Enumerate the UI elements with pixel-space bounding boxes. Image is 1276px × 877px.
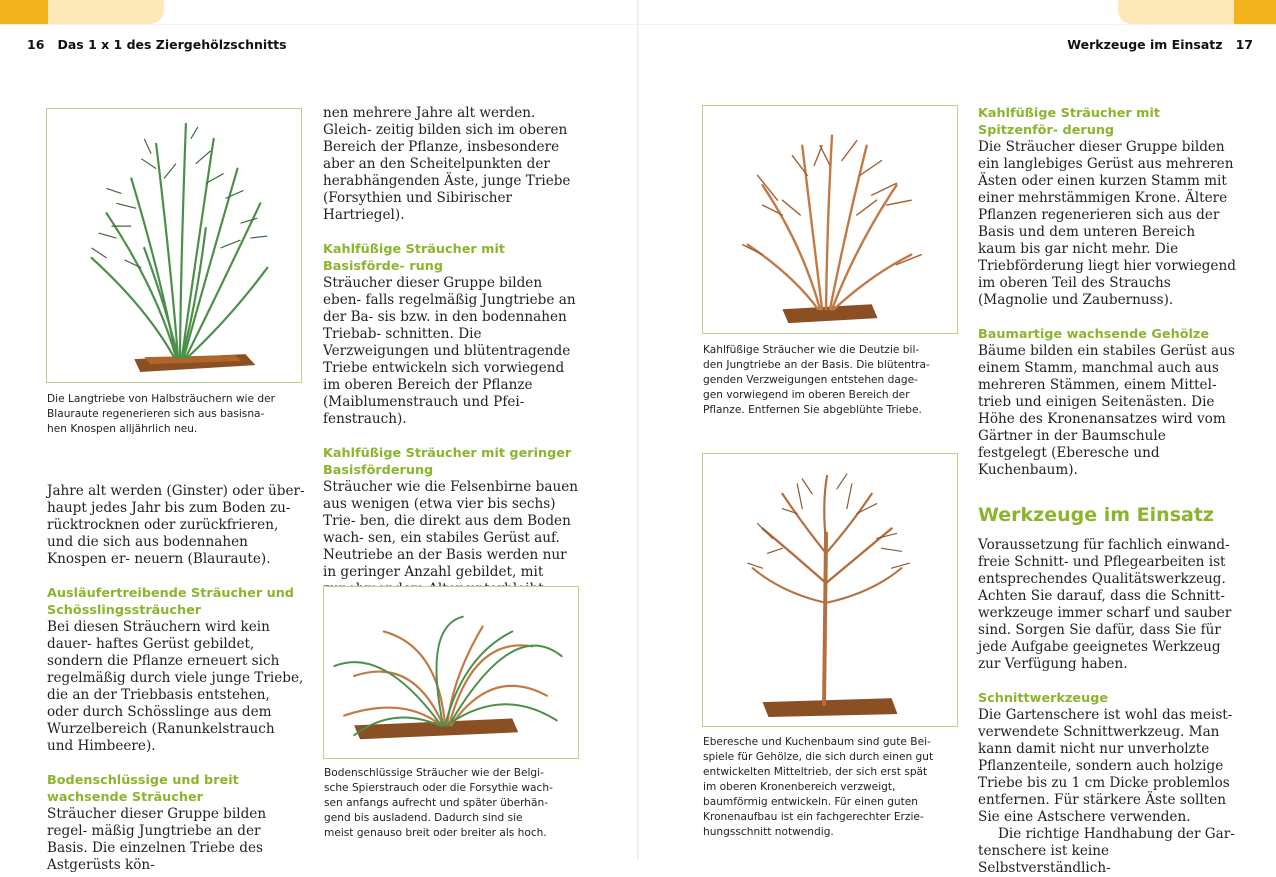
right-page-number: 17: [1235, 37, 1253, 52]
page-tab-right: [1234, 0, 1276, 24]
subheading-bodenschluessig: Bodenschlüssige und breit wachsende Sträucher: [47, 773, 239, 805]
paragraph: Bei diesen Sträuchern wird kein dauer- haftes Gerüst gebildet, sondern die Pflanze erneuert sich regelmäßig durch viele junge Triebe, die an der Triebbasis entstehen, oder durch Schösslinge aus dem Wurzelbereich (Ranunkelstrauch und Himbeere).: [47, 619, 304, 754]
paragraph: Voraussetzung für fachlich einwand- freie Schnitt- und Pflegearbeiten ist entsprechendes Qualitätswerkzeug. Achten Sie darauf, dass die Schnitt- werkzeuge immer scharf und sauber sind. Sorgen Sie dafür, dass Sie für jede Aufgabe geeignetes Werkzeug zur Verfügung haben.: [978, 537, 1232, 672]
subheading-baumartig: Baumartige wachsende Gehölze: [978, 327, 1210, 342]
bodenschluessig-illustration: [324, 587, 578, 758]
left-page-number: 16: [27, 37, 45, 52]
paragraph: Die richtige Handhabung der Gar- tenschere ist keine Selbstverständlich-: [978, 826, 1235, 876]
figure-bodenschluessig: [323, 586, 579, 759]
paragraph: Sträucher wie die Felsenbirne bauen aus wenigen (etwa vier bis sechs) Trie- ben, die direkt aus dem Boden wach- sen, ein stabiles Gerüst auf. Neutriebe an der Basis werden nur in geringer Anzahl gebildet, mit: [323, 479, 579, 580]
subheading-basisfoerderung: Kahlfüßige Sträucher mit Basisförde- rung: [323, 242, 505, 274]
book-gutter: [637, 0, 639, 860]
text-column-4: [978, 105, 1236, 877]
left-header-title: Das 1 x 1 des Ziergehölzschnitts: [57, 37, 287, 52]
subheading-schnittwerkzeuge: Schnittwerkzeuge: [978, 691, 1109, 706]
subheading-auslaeufer: Ausläufertreibende Sträucher und Schösslingssträucher: [47, 586, 294, 618]
paragraph: Bäume bilden ein stabiles Gerüst aus einem Stamm, manchmal auch aus mehreren Stämmen, einem Mittel- trieb und einigen Seitenästen. Die Höhe des Kronenansatzes wird vom Gärtner in der Baumschule festgelegt (Eberesche und Kuchenbaum).: [978, 343, 1235, 478]
figure-deutzie: [702, 105, 958, 334]
halbstrauch-illustration: [47, 109, 301, 382]
paragraph: nen mehrere Jahre alt werden. Gleich- zeitig bilden sich im oberen Bereich der Pflanze, insbesondere aber an den Scheitelpunkten der herabhängenden Äste, junge Triebe (Forsythien und Sibirischer Hartriegel).: [323, 105, 571, 223]
paragraph: Jahre alt werden (Ginster) oder über- haupt jedes Jahr bis zum Boden zu- rücktrocknen oder zurückfrieren, und die sich aus bodennahen Knospen er- neuern (Blauraute).: [47, 483, 305, 567]
text-column-1: [47, 483, 305, 874]
figure-halbstrauch: [46, 108, 302, 383]
paragraph-group: [978, 707, 1236, 877]
section-heading-werkzeuge: Werkzeuge im Einsatz: [978, 504, 1214, 526]
paragraph: Die Sträucher dieser Gruppe bilden ein langlebiges Gerüst aus mehreren Ästen oder einen kurzen Stamm mit einer mehrstämmigen Krone. Ältere Pflanzen regenerieren sich aus der Basis und dem unteren Bereich kaum bis gar nicht mehr. Die Triebförderung liegt hier vorwiegend im oberen Teil des Strauchs (Magnolie und Zaubernuss).: [978, 139, 1236, 308]
deutzie-illustration: [703, 106, 957, 333]
page-tab-left-light: [48, 0, 164, 24]
figure-bodenschluessig-caption: Bodenschlüssige Sträucher wie der Belgi- sche Spierstrauch oder die Forsythie wach- sen anfangs aufrecht und später überhän- gend bis ausladend. Dadurch sind sie meist genauso breit oder breiter als hoch.: [324, 767, 553, 839]
baum-illustration: [703, 454, 957, 726]
left-running-header: [27, 37, 287, 52]
page-tab-right-light: [1118, 0, 1234, 24]
subheading-geringe-basisfoerderung: Kahlfüßige Sträucher mit geringer Basisförderung: [323, 446, 572, 478]
figure-halbstrauch-caption: Die Langtriebe von Halbsträuchern wie der Blauraute regenerieren sich aus basisna- hen Knospen alljährlich neu.: [47, 393, 275, 435]
text-column-2: [323, 105, 579, 615]
figure-baum: [702, 453, 958, 727]
subheading-spitzenfoerderung: Kahlfüßige Sträucher mit Spitzenför- derung: [978, 106, 1160, 138]
paragraph: Die Gartenschere ist wohl das meist- verwendete Schnittwerkzeug. Man kann damit nicht nur unverholzte Pflanzenteile, sondern auch holzige Triebe bis zu 1 cm Dicke problemlos entfernen. Für stärkere Äste sollten Sie eine Astschere verwenden.: [978, 707, 1233, 825]
right-running-header: [1067, 37, 1253, 52]
paragraph: Sträucher dieser Gruppe bilden eben- falls regelmäßig Jungtriebe an der Ba- sis bzw. in den bodennahen Triebab- schnitten. Die Verzweigungen und blütentragende Triebe entwickeln sich vorwiegend im oberen Bereich der Pflanze (Maiblumenstrauch und Pfei- fenstrauch).: [323, 275, 576, 427]
paragraph: Sträucher dieser Gruppe bilden regel- mäßig Jungtriebe an der Basis. Die einzelnen Triebe des Astgerüsts kön-: [47, 806, 267, 873]
page-tab-left: [0, 0, 48, 24]
figure-deutzie-caption: Kahlfüßige Sträucher wie die Deutzie bil- den Jungtriebe an der Basis. Die blütentra- genden Verzweigungen entstehen dage- gen vorwiegend im oberen Bereich der Pflanze. Entfernen Sie abgeblühte Triebe.: [703, 344, 930, 416]
right-header-title: Werkzeuge im Einsatz: [1067, 37, 1223, 52]
figure-baum-caption: Eberesche und Kuchenbaum sind gute Bei- spiele für Gehölze, die sich durch einen gut entwickelten Mitteltrieb, der sich erst spät im oberen Kronenbereich verzweigt, baumförmig entwickeln. Für einen guten Kronenaufbau ist ein fachgerechter Erzie- hungsschnitt notwendig.: [703, 736, 934, 838]
